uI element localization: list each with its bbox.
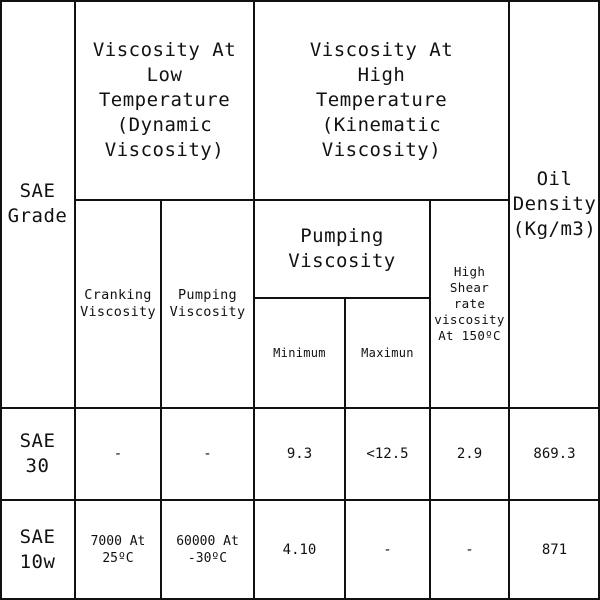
row-sae-30-hths: 2.9 — [456, 445, 483, 462]
header-minimum: Minimum — [273, 345, 326, 360]
header-cranking-viscosity: Cranking Viscosity — [80, 287, 156, 320]
row-sae-30-minimum: 9.3 — [286, 445, 313, 462]
header-oil-density: Oil Density (Kg/m3) — [512, 167, 597, 240]
row-sae-30-maximum: <12.5 — [366, 445, 409, 462]
header-maximum: Maximun — [361, 345, 414, 360]
header-high-shear-rate-viscosity: High Shear rate viscosity At 150ºC — [434, 264, 505, 343]
header-sae-grade: SAE Grade — [7, 180, 68, 227]
row-sae-10w-hths: - — [465, 541, 474, 558]
header-pumping-viscosity-high: Pumping Viscosity — [288, 225, 396, 272]
row-sae-30-pumping: - — [203, 445, 212, 462]
row-sae-30-density: 869.3 — [533, 445, 576, 462]
row-sae-30-cranking: - — [113, 445, 123, 462]
row-sae-10w-pumping: 60000 At -30ºC — [176, 534, 239, 566]
row-sae-10w-density: 871 — [541, 541, 568, 558]
row-sae-10w-grade: SAE 10w — [19, 526, 56, 573]
header-pumping-viscosity-low: Pumping Viscosity — [169, 287, 246, 320]
row-sae-10w-maximum: - — [383, 541, 392, 558]
row-sae-30-grade: SAE 30 — [19, 430, 56, 477]
row-sae-10w-minimum: 4.10 — [282, 541, 317, 558]
header-high-temperature: Viscosity At High Temperature (Kinematic Viscosity) — [309, 38, 454, 161]
header-low-temperature: Viscosity At Low Temperature (Dynamic Viscosity) — [92, 38, 237, 161]
row-sae-10w-cranking: 7000 At 25ºC — [90, 534, 146, 566]
